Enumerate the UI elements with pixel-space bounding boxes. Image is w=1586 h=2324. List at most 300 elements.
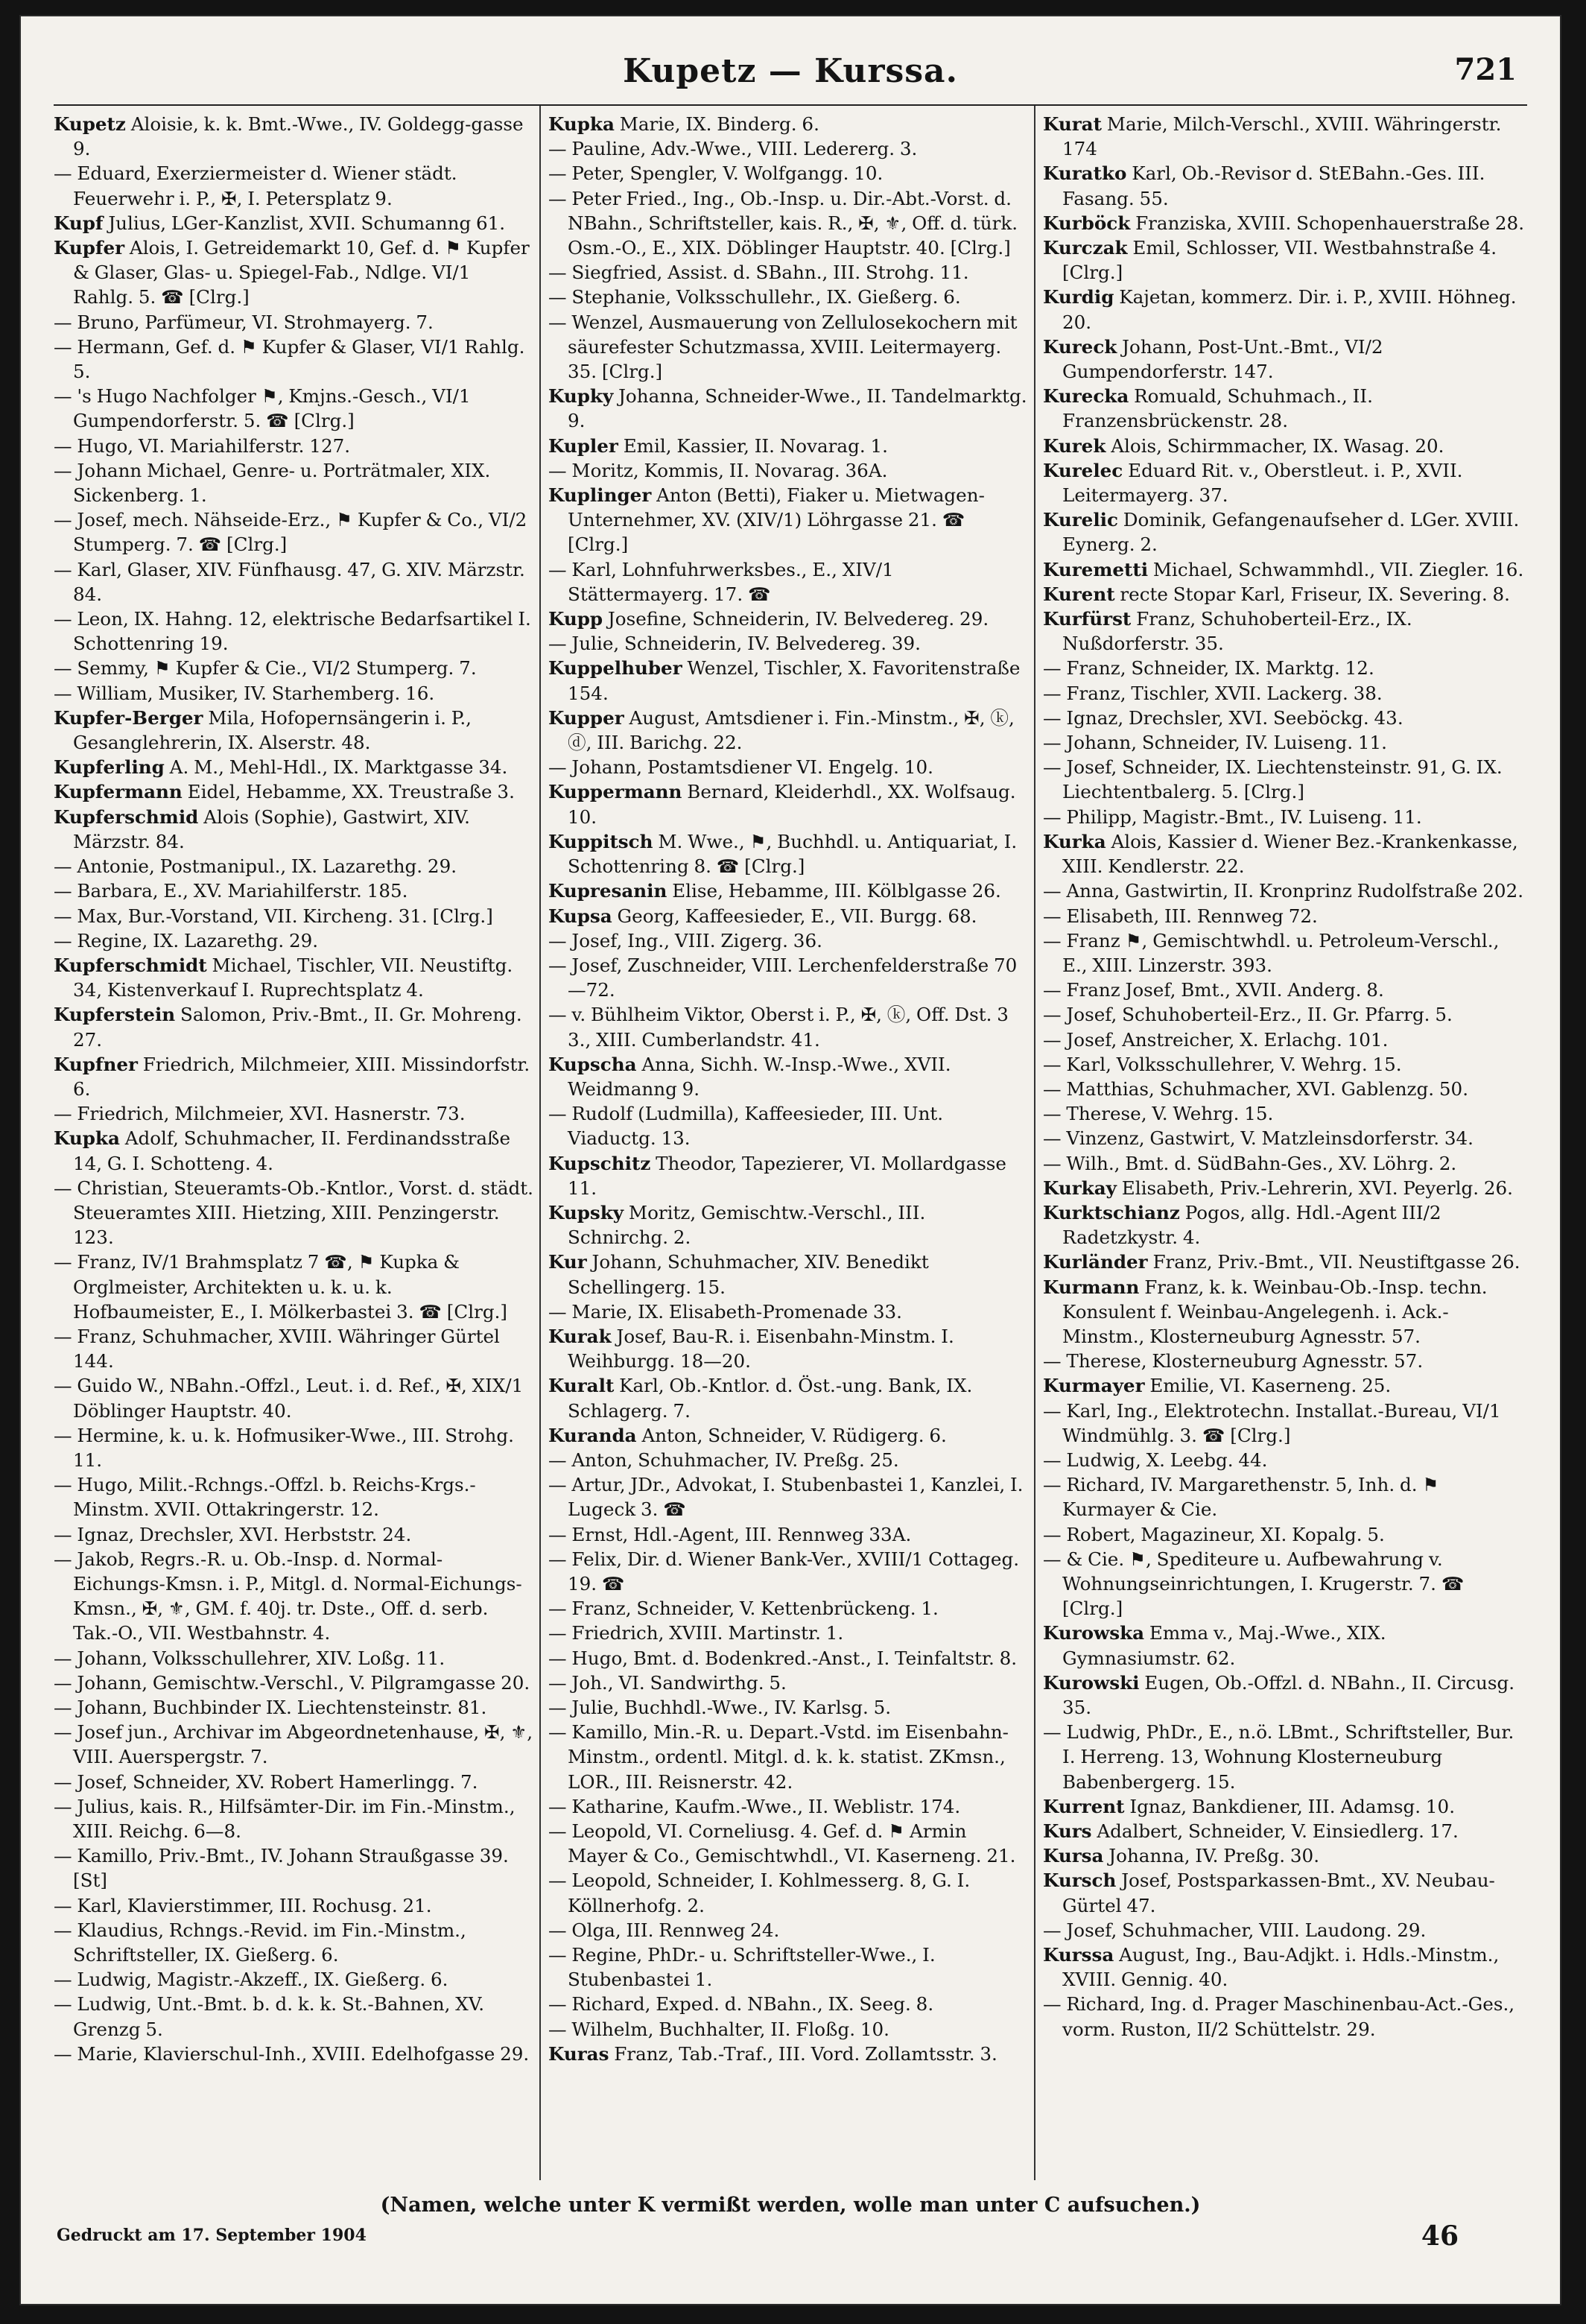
directory-entry	[54, 1843, 533, 1893]
entry-details: — Julius, kais. R., Hilfsämter-Dir. im Fin.-Minstm., XIII. Reichg. 6—8.	[54, 1795, 516, 1843]
entry-surname: Kupferschmid	[54, 805, 199, 828]
entry-details: Franz, Schuhoberteil-Erz., IX. Nußdorferstr. 35.	[1062, 608, 1412, 655]
entry-details: — Karl, Lohnfuhrwerksbes., E., XIV/1 Stättermayerg. 17. ☎	[548, 558, 894, 605]
directory-entry	[548, 1547, 1028, 1596]
entry-surname: Kupferschmidt	[54, 954, 207, 976]
directory-entry	[548, 656, 1028, 705]
entry-surname: Kupfner	[54, 1053, 138, 1075]
directory-entry	[54, 656, 533, 680]
entry-details: — Anton, Schuhmacher, IV. Preßg. 25.	[548, 1448, 899, 1471]
directory-entry	[1043, 1373, 1527, 1398]
entry-details: — Wilh., Bmt. d. SüdBahn-Ges., XV. Löhrg. 2.	[1043, 1152, 1457, 1174]
entry-details: — & Cie. ⚑, Spediteure u. Aufbewahrung v. Wohnungseinrichtungen, I. Krugerstr. 7. ☎ [Clrg.]	[1043, 1548, 1465, 1620]
directory-columns	[54, 104, 1527, 2185]
directory-entry	[1043, 285, 1527, 334]
directory-entry	[548, 285, 1028, 309]
directory-entry	[1043, 878, 1527, 903]
entry-details: Friedrich, Milchmeier, XIII. Missindorfstr. 6.	[73, 1053, 530, 1100]
directory-entry	[1043, 1250, 1527, 1274]
entry-details: — Therese, V. Wehrg. 15.	[1043, 1103, 1274, 1125]
directory-entry	[548, 1448, 1028, 1472]
directory-entry	[54, 1671, 533, 1695]
entry-details: — Josef, Anstreicher, X. Erlachg. 101.	[1043, 1028, 1389, 1051]
directory-entry	[548, 1151, 1028, 1200]
entry-details: — Franz, Schuhmacher, XVIII. Währinger Gürtel 144.	[54, 1325, 500, 1372]
entry-details: — Semmy, ⚑ Kupfer & Cie., VI/2 Stumperg. 7.	[54, 657, 477, 680]
entry-surname: Kuremetti	[1043, 558, 1149, 580]
directory-entry	[54, 1472, 533, 1522]
entry-surname: Kur	[548, 1251, 587, 1273]
entry-details: — Ernst, Hdl.-Agent, III. Rennweg 33A.	[548, 1523, 912, 1545]
directory-entry	[1043, 1077, 1527, 1101]
entry-details: — Franz, Schneider, V. Kettenbrückeng. 1.	[548, 1598, 939, 1620]
directory-entry	[1043, 829, 1527, 878]
entry-details: Salomon, Priv.-Bmt., II. Gr. Mohreng. 27.	[73, 1004, 522, 1051]
directory-entry	[54, 805, 533, 854]
entry-details: — Stephanie, Volksschullehr., IX. Gießerg. 6.	[548, 286, 961, 308]
imprint: Gedruckt am 17. September 1904	[57, 2226, 367, 2245]
entry-details: — Regine, IX. Lazarethg. 29.	[54, 929, 319, 952]
entry-details: — Karl, Klavierstimmer, III. Rochusg. 21.	[54, 1894, 432, 1916]
entry-surname: Kurent	[1043, 583, 1115, 605]
directory-entry	[1043, 1547, 1527, 1621]
directory-entry	[54, 1695, 533, 1720]
directory-entry	[54, 1126, 533, 1175]
entry-details: Michael, Tischler, VII. Neustiftg. 34, Kistenverkauf I. Ruprechtsplatz 4.	[73, 954, 513, 1001]
directory-entry	[548, 904, 1028, 928]
entry-details: — Hugo, Milit.-Rchngs.-Offzl. b. Reichs-Krgs.-Minstm. XVII. Ottakringerstr. 12.	[54, 1474, 476, 1521]
entry-surname: Kupferstein	[54, 1004, 176, 1026]
directory-entry	[1043, 928, 1527, 978]
directory-entry	[54, 878, 533, 903]
directory-entry	[548, 1992, 1028, 2016]
directory-page	[21, 16, 1560, 2304]
directory-entry	[1043, 1275, 1527, 1349]
entry-details: Emma v., Maj.-Wwe., XIX. Gymnasiumstr. 62.	[1062, 1622, 1386, 1669]
entry-details: — Josef, Schneider, XV. Robert Hamerlingg. 7.	[54, 1770, 478, 1793]
directory-entry	[1043, 112, 1527, 161]
directory-entry	[548, 112, 1028, 136]
entry-details: — Hermine, k. u. k. Hofmusiker-Wwe., III. Strohg. 11.	[54, 1424, 514, 1471]
entry-surname: Kurowska	[1043, 1622, 1145, 1644]
entry-surname: Kupf	[54, 212, 104, 234]
directory-entry	[1043, 656, 1527, 680]
directory-entry	[548, 1373, 1028, 1422]
directory-entry	[1043, 1992, 1527, 2041]
entry-surname: Kupka	[54, 1127, 120, 1150]
directory-entry	[548, 829, 1028, 878]
directory-entry	[1043, 1720, 1527, 1794]
entry-details: — Franz, Schneider, IX. Marktg. 12.	[1043, 657, 1374, 680]
entry-details: — Richard, Ing. d. Prager Maschinenbau-Act.-Ges., vorm. Ruston, II/2 Schüttelstr. 29.	[1043, 1993, 1515, 2040]
directory-entry	[548, 1794, 1028, 1819]
entry-details: — Siegfried, Assist. d. SBahn., III. Strohg. 11.	[548, 262, 969, 284]
entry-details: Alois, Schirmmacher, IX. Wasag. 20.	[1106, 434, 1444, 457]
entry-details: Bernard, Kleiderhdl., XX. Wolfsaug. 10.	[568, 781, 1016, 828]
entry-details: — Hugo, VI. Mariahilferstr. 127.	[54, 434, 351, 457]
directory-entry	[54, 904, 533, 928]
entry-details: Wenzel, Tischler, X. Favoritenstraße 154.	[568, 657, 1021, 704]
entry-surname: Kurak	[548, 1325, 612, 1347]
directory-entry	[548, 1324, 1028, 1373]
entry-details: Franz, Priv.-Bmt., VII. Neustiftgasse 26.	[1147, 1251, 1520, 1273]
directory-entry	[1043, 1621, 1527, 1670]
entry-surname: Kurczak	[1043, 237, 1128, 259]
directory-entry	[548, 1646, 1028, 1671]
directory-entry	[1043, 1200, 1527, 1250]
entry-details: — Hugo, Bmt. d. Bodenkred.-Anst., I. Teinfaltstr. 8.	[548, 1647, 1018, 1669]
directory-entry	[1043, 1448, 1527, 1472]
entry-details: — Artur, JDr., Advokat, I. Stubenbastei 1, Kanzlei, I. Lugeck 3. ☎	[548, 1474, 1024, 1521]
entry-surname: Kurdig	[1043, 286, 1114, 308]
entry-details: — v. Bühlheim Viktor, Oberst i. P., ✠, ⓚ, Off. Dst. 3 3., XIII. Cumberlandstr. 41.	[548, 1004, 1009, 1051]
directory-entry	[54, 607, 533, 656]
directory-entry	[54, 928, 533, 953]
entry-details: — Leopold, VI. Corneliusg. 4. Gef. d. ⚑ Armin Mayer & Co., Gemischtwhdl., VI. Kaserneng. 21.	[548, 1820, 1016, 1867]
entry-details: — Matthias, Schuhmacher, XVI. Gablenzg. 50.	[1043, 1077, 1469, 1100]
entry-surname: Kupsky	[548, 1201, 624, 1223]
entry-surname: Kurmann	[1043, 1276, 1140, 1298]
directory-entry	[548, 1423, 1028, 1448]
directory-entry	[1043, 1819, 1527, 1843]
directory-entry	[1043, 1794, 1527, 1819]
directory-entry	[548, 136, 1028, 161]
entry-details: Josef, Bau-R. i. Eisenbahn-Minstm. I. Weihburgg. 18—20.	[568, 1325, 954, 1372]
directory-entry	[1043, 978, 1527, 1002]
directory-entry	[1043, 1151, 1527, 1176]
entry-surname: Kurka	[1043, 830, 1106, 852]
directory-entry	[548, 260, 1028, 285]
entry-details: — Anna, Gastwirtin, II. Kronprinz Rudolfstraße 202.	[1043, 880, 1524, 902]
directory-entry	[548, 1819, 1028, 1868]
entry-details: Theodor, Tapezierer, VI. Mollardgasse 11.	[568, 1152, 1006, 1199]
directory-entry	[54, 211, 533, 235]
entry-details: — Vinzenz, Gastwirt, V. Matzleinsdorferstr. 34.	[1043, 1127, 1474, 1150]
directory-entry	[548, 878, 1028, 903]
directory-entry	[548, 384, 1028, 433]
entry-surname: Kupresanin	[548, 880, 667, 902]
entry-details: Ignaz, Bankdiener, III. Adamsg. 10.	[1124, 1795, 1456, 1817]
entry-details: Julius, LGer-Kanzlist, XVII. Schumanng 61.	[103, 212, 506, 234]
directory-entry	[1043, 1176, 1527, 1200]
directory-entry	[54, 953, 533, 1002]
entry-details: — Johann, Schneider, IV. Luiseng. 11.	[1043, 732, 1387, 754]
entry-details: — Josef jun., Archivar im Abgeordnetenhause, ✠, ⚜, VIII. Auerspergstr. 7.	[54, 1721, 533, 1768]
entry-details: — Rudolf (Ludmilla), Kaffeesieder, III. Unt. Viaductg. 13.	[548, 1103, 944, 1150]
entry-details: — Ludwig, X. Leebg. 44.	[1043, 1448, 1268, 1471]
entry-details: Franziska, XVIII. Schopenhauerstraße 28.	[1130, 212, 1525, 234]
entry-details: — Josef, Schuhoberteil-Erz., II. Gr. Pfarrg. 5.	[1043, 1004, 1453, 1026]
directory-entry	[54, 1547, 533, 1646]
directory-entry	[54, 1250, 533, 1324]
directory-entry	[1043, 434, 1527, 458]
directory-entry	[54, 310, 533, 335]
entry-details: — Karl, Volksschullehrer, V. Wehrg. 15.	[1043, 1053, 1402, 1075]
entry-details: — Moritz, Kommis, II. Novarag. 36A.	[548, 459, 888, 481]
entry-details: — Marie, IX. Elisabeth-Promenade 33.	[548, 1300, 902, 1323]
directory-entry	[548, 161, 1028, 186]
directory-entry	[1043, 805, 1527, 829]
entry-details: — Bruno, Parfümeur, VI. Strohmayerg. 7.	[54, 311, 434, 333]
entry-details: — Eduard, Exerziermeister d. Wiener städt. Feuerwehr i. P., ✠, I. Petersplatz 9.	[54, 162, 457, 209]
entry-details: — Josef, Zuschneider, VIII. Lerchenfelderstraße 70—72.	[548, 954, 1018, 1001]
entry-details: Mila, Hofopernsängerin i. P., Gesanglehrerin, IX. Alserstr. 48.	[73, 706, 472, 754]
entry-details: — Karl, Ing., Elektrotechn. Installat.-Bureau, VI/1 Windmühlg. 3. ☎ [Clrg.]	[1043, 1399, 1501, 1446]
entry-details: Elise, Hebamme, III. Kölblgasse 26.	[667, 880, 1001, 902]
entry-surname: Kupka	[548, 113, 615, 135]
entry-details: Anton, Schneider, V. Rüdigerg. 6.	[636, 1424, 947, 1446]
directory-entry	[548, 2042, 1028, 2066]
entry-surname: Kurkay	[1043, 1177, 1117, 1199]
entry-details: — Johann, Volksschullehrer, XIV. Loßg. 11.	[54, 1647, 445, 1669]
directory-entry	[548, 458, 1028, 483]
entry-details: — Leon, IX. Hahng. 12, elektrische Bedarfsartikel I. Schottenring 19.	[54, 608, 531, 655]
directory-entry	[54, 1324, 533, 1373]
directory-entry	[54, 681, 533, 706]
entry-details: Moritz, Gemischtw.-Verschl., III. Schnirchg. 2.	[568, 1201, 926, 1249]
entry-surname: Kupetz	[54, 113, 126, 135]
entry-details: — Therese, Klosterneuburg Agnesstr. 57.	[1043, 1350, 1424, 1372]
directory-entry	[548, 706, 1028, 755]
entry-details: — Johann, Buchbinder IX. Liechtensteinstr. 81.	[54, 1697, 487, 1718]
entry-details: recte Stopar Karl, Friseur, IX. Severing. 8.	[1114, 583, 1510, 605]
entry-details: — Felix, Dir. d. Wiener Bank-Ver., XVIII/1 Cottageg. 19. ☎	[548, 1548, 1020, 1595]
directory-entry	[548, 483, 1028, 557]
directory-entry	[548, 1621, 1028, 1645]
entry-details: — Franz Josef, Bmt., XVII. Anderg. 8.	[1043, 979, 1384, 1001]
directory-entry	[548, 1522, 1028, 1547]
directory-entry	[548, 434, 1028, 458]
entry-surname: Kureck	[1043, 335, 1117, 358]
entry-details: — Josef, Schuhmacher, VIII. Laudong. 29.	[1043, 1919, 1427, 1941]
directory-entry	[1043, 1472, 1527, 1522]
entry-surname: Kuratko	[1043, 162, 1127, 185]
entry-details: — 's Hugo Nachfolger ⚑, Kmjns.-Gesch., VI/1 Gumpendorferstr. 5. ☎ [Clrg.]	[54, 385, 471, 432]
entry-details: — Olga, III. Rennweg 24.	[548, 1919, 780, 1941]
column-1	[54, 112, 533, 2176]
running-head: Kupetz — Kurssa.	[623, 52, 958, 90]
entry-details: — Peter Fried., Ing., Ob.-Insp. u. Dir.-Abt.-Vorst. d. NBahn., Schriftsteller, kais. R., ✠, ⚜, Off. d. türk. Osm.-O., E., XIX. Döblinger Hauptstr. 40. [Clrg.]	[548, 187, 1018, 259]
entry-surname: Kupfermann	[54, 781, 183, 803]
footer-note: (Namen, welche unter K vermißt werden, wolle man unter C aufsuchen.)	[380, 2194, 1201, 2217]
directory-entry	[548, 1943, 1028, 1992]
entry-details: Karl, Ob.-Revisor d. StEBahn.-Ges. III. Fasang. 55.	[1062, 162, 1485, 209]
entry-details: — Leopold, Schneider, I. Kohlmesserg. 8, G. I. Köllnerhofg. 2.	[548, 1869, 971, 1916]
entry-surname: Kupsa	[548, 905, 612, 927]
directory-entry	[54, 434, 533, 458]
directory-entry	[1043, 706, 1527, 730]
directory-entry	[54, 1794, 533, 1843]
entry-details: — Marie, Klavierschul-Inh., XVIII. Edelhofgasse 29.	[54, 2042, 530, 2065]
entry-details: Alois, Kassier d. Wiener Bez.-Krankenkasse, XIII. Kendlerstr. 22.	[1062, 830, 1518, 878]
entry-surname: Kurat	[1043, 113, 1102, 135]
entry-details: — Franz, IV/1 Brahmsplatz 7 ☎, ⚑ Kupka & Orglmeister, Architekten u. k. u. k. Hofbaumeister, E., I. Mölkerbastei 3. ☎ [Clrg.]	[54, 1251, 507, 1323]
entry-details: — Franz, Tischler, XVII. Lackerg. 38.	[1043, 682, 1383, 704]
entry-surname: Kuppitsch	[548, 830, 653, 852]
entry-surname: Kurktschianz	[1043, 1201, 1180, 1223]
entry-details: Franz, k. k. Weinbau-Ob.-Insp. techn. Konsulent f. Weinbau-Angelegenh. i. Ack.-Minstm., Klosterneuburg Agnesstr. 57.	[1062, 1276, 1488, 1347]
directory-entry	[548, 186, 1028, 261]
entry-details: Johann, Schuhmacher, XIV. Benedikt Schellingerg. 15.	[568, 1251, 929, 1298]
directory-entry	[54, 755, 533, 779]
directory-entry	[54, 1052, 533, 1101]
directory-entry	[1043, 755, 1527, 804]
entry-details: — Christian, Steueramts-Ob.-Kntlor., Vorst. d. städt. Steueramtes XIII. Hietzing, XIII. Penzingerstr. 123.	[54, 1177, 533, 1249]
entry-details: — Ignaz, Drechsler, XVI. Herbststr. 24.	[54, 1523, 412, 1545]
directory-entry	[54, 384, 533, 433]
entry-details: Dominik, Gefangenaufseher d. LGer. XVIII. Eynerg. 2.	[1062, 509, 1520, 556]
entry-details: — Kamillo, Min.-R. u. Depart.-Vstd. im Eisenbahn-Minstm., ordentl. Mitgl. d. k. k. statist. ZKmsn., LOR., III. Reisnerstr. 42.	[548, 1721, 1009, 1793]
directory-entry	[1043, 458, 1527, 507]
directory-entry	[1043, 1943, 1527, 1992]
directory-entry	[54, 779, 533, 804]
entry-details: Johanna, IV. Preßg. 30.	[1103, 1845, 1320, 1867]
directory-entry	[548, 755, 1028, 779]
directory-entry	[548, 1299, 1028, 1324]
entry-details: — Philipp, Magistr.-Bmt., IV. Luiseng. 11.	[1043, 805, 1422, 828]
entry-details: — Jakob, Regrs.-R. u. Ob.-Insp. d. Normal-Eichungs-Kmsn. i. P., Mitgl. d. Normal-Eichungs-Kmsn., ✠, ⚜, GM. f. 40j. tr. Dste., Off. d. serb. Tak.-O., VII. Westbahnstr. 4.	[54, 1548, 522, 1644]
directory-entry	[1043, 1101, 1527, 1126]
directory-entry	[54, 1373, 533, 1422]
entry-surname: Kurfürst	[1043, 608, 1132, 630]
entry-details: — Antonie, Postmanipul., IX. Lazarethg. 29.	[54, 855, 457, 878]
entry-details: — Richard, Exped. d. NBahn., IX. Seeg. 8.	[548, 1993, 934, 2016]
entry-surname: Kursa	[1043, 1845, 1104, 1867]
entry-details: Emilie, VI. Kaserneng. 25.	[1144, 1375, 1392, 1397]
entry-details: — Ludwig, Magistr.-Akzeff., IX. Gießerg. 6.	[54, 1969, 448, 1991]
entry-details: — Robert, Magazineur, XI. Kopalg. 5.	[1043, 1523, 1385, 1545]
directory-entry	[54, 112, 533, 161]
page-number: 721	[1454, 52, 1517, 87]
directory-entry	[1043, 681, 1527, 706]
directory-entry	[548, 779, 1028, 829]
directory-entry	[548, 1472, 1028, 1522]
entry-details: August, Ing., Bau-Adjkt. i. Hdls.-Minstm., XVIII. Gennig. 40.	[1062, 1944, 1500, 1991]
column-3	[1043, 112, 1527, 2176]
entry-surname: Kupscha	[548, 1053, 637, 1075]
entry-details: August, Amtsdiener i. Fin.-Minstm., ✠, ⓚ, ⓓ, III. Barichg. 22.	[568, 706, 1015, 754]
directory-entry	[54, 335, 533, 384]
directory-entry	[54, 1918, 533, 1967]
entry-details: — Pauline, Adv.-Wwe., VIII. Ledererg. 3.	[548, 138, 918, 160]
directory-entry	[54, 1522, 533, 1547]
entry-surname: Kuplinger	[548, 484, 652, 507]
directory-entry	[548, 631, 1028, 656]
directory-entry	[54, 1176, 533, 1250]
directory-entry	[1043, 1522, 1527, 1547]
directory-entry	[548, 953, 1028, 1002]
entry-details: — Peter, Spengler, V. Wolfgangg. 10.	[548, 162, 884, 185]
entry-details: Alois, I. Getreidemarkt 10, Gef. d. ⚑ Kupfer & Glaser, Glas- u. Spiegel-Fab., Ndlge. VI/1 Rahlg. 5. ☎ [Clrg.]	[73, 237, 530, 308]
column-2	[548, 112, 1028, 2176]
directory-entry	[54, 1770, 533, 1794]
entry-details: — Hermann, Gef. d. ⚑ Kupfer & Glaser, VI/1 Rahlg. 5.	[54, 335, 525, 383]
entry-surname: Kupfer	[54, 237, 125, 259]
entry-surname: Kurböck	[1043, 212, 1131, 234]
entry-surname: Kuppermann	[548, 781, 682, 803]
entry-details: — Julie, Schneiderin, IV. Belvedereg. 39.	[548, 633, 921, 655]
directory-entry	[54, 1720, 533, 1769]
directory-entry	[548, 1596, 1028, 1621]
entry-details: — Josef, Schneider, IX. Liechtensteinstr. 91, G. IX. Liechtentbalerg. 5. [Clrg.]	[1043, 756, 1503, 803]
directory-entry	[1043, 557, 1527, 582]
directory-entry	[54, 1101, 533, 1126]
entry-details: Anna, Sichh. W.-Insp.-Wwe., XVII. Weidmanng 9.	[568, 1053, 951, 1100]
entry-details: — Elisabeth, III. Rennweg 72.	[1043, 905, 1318, 927]
directory-entry	[1043, 1671, 1527, 1720]
directory-entry	[1043, 730, 1527, 755]
entry-details: — Franz ⚑, Gemischtwhdl. u. Petroleum-Verschl., E., XIII. Linzerstr. 393.	[1043, 929, 1500, 976]
entry-surname: Kuras	[548, 2042, 609, 2065]
entry-surname: Kurek	[1043, 434, 1106, 457]
entry-details: — Josef, Ing., VIII. Zigerg. 36.	[548, 929, 822, 952]
directory-entry	[54, 854, 533, 878]
entry-details: — Ignaz, Drechsler, XVI. Seeböckg. 43.	[1043, 706, 1403, 729]
entry-details: — Josef, mech. Nähseide-Erz., ⚑ Kupfer & Co., VI/2 Stumperg. 7. ☎ [Clrg.]	[54, 509, 527, 556]
directory-entry	[1043, 1843, 1527, 1868]
entry-details: Johann, Post-Unt.-Bmt., VI/2 Gumpendorferstr. 147.	[1062, 335, 1383, 383]
directory-entry	[548, 607, 1028, 631]
entry-surname: Kurecka	[1043, 385, 1129, 408]
directory-entry	[1043, 1349, 1527, 1373]
directory-entry	[54, 1893, 533, 1918]
entry-surname: Kupp	[548, 608, 603, 630]
entry-details: Alois (Sophie), Gastwirt, XIV. Märzstr. 84.	[73, 805, 470, 852]
directory-entry	[548, 1101, 1028, 1150]
directory-entry	[54, 2042, 533, 2066]
entry-details: — Ludwig, PhDr., E., n.ö. LBmt., Schriftsteller, Bur. I. Herreng. 13, Wohnung Klosterneuburg Babenbergerg. 15.	[1043, 1721, 1514, 1793]
entry-surname: Kurssa	[1043, 1944, 1114, 1966]
directory-entry	[1043, 211, 1527, 235]
entry-details: Marie, Milch-Verschl., XVIII. Währingerstr. 174	[1062, 113, 1502, 160]
entry-details: Romuald, Schuhmach., II. Franzensbrückenstr. 28.	[1062, 385, 1373, 432]
sheet-number: 46	[1421, 2220, 1459, 2252]
directory-entry	[1043, 507, 1527, 557]
directory-entry	[548, 1868, 1028, 1917]
entry-details: — Johann Michael, Genre- u. Porträtmaler, XIX. Sickenberg. 1.	[54, 459, 491, 507]
directory-entry	[1043, 1868, 1527, 1917]
entry-details: Franz, Tab.-Traf., III. Vord. Zollamtsstr. 3.	[609, 2042, 997, 2065]
entry-details: Eugen, Ob.-Offzl. d. NBahn., II. Circusg. 35.	[1062, 1671, 1515, 1718]
entry-details: — Wenzel, Ausmauerung von Zellulosekochern mit säurefester Schutzmassa, XVIII. Leitermayerg. 35. [Clrg.]	[548, 311, 1018, 383]
directory-entry	[1043, 161, 1527, 210]
directory-entry	[548, 1052, 1028, 1101]
directory-entry	[548, 310, 1028, 384]
entry-details: — Max, Bur.-Vorstand, VII. Kircheng. 31. [Clrg.]	[54, 905, 493, 927]
directory-entry	[1043, 582, 1527, 607]
directory-entry	[548, 1002, 1028, 1051]
directory-entry	[54, 706, 533, 755]
directory-entry	[54, 458, 533, 507]
directory-entry	[54, 1967, 533, 1992]
entry-details: — Kamillo, Priv.-Bmt., IV. Johann Straußgasse 39. [St]	[54, 1845, 509, 1892]
directory-entry	[548, 2017, 1028, 2042]
directory-entry	[54, 161, 533, 210]
directory-entry	[1043, 1918, 1527, 1943]
directory-entry	[1043, 384, 1527, 433]
directory-entry	[54, 507, 533, 557]
column-divider	[539, 106, 541, 2180]
entry-surname: Kurowski	[1043, 1671, 1140, 1694]
entry-details: Kajetan, kommerz. Dir. i. P., XVIII. Höhneg. 20.	[1062, 286, 1517, 333]
entry-surname: Kurelic	[1043, 509, 1118, 531]
entry-details: Pogos, allg. Hdl.-Agent III/2 Radetzkystr. 4.	[1062, 1201, 1441, 1249]
entry-surname: Kupschitz	[548, 1152, 651, 1174]
entry-details: — Karl, Glaser, XIV. Fünfhausg. 47, G. XIV. Märzstr. 84.	[54, 558, 525, 605]
entry-surname: Kupper	[548, 706, 624, 729]
directory-entry	[1043, 1052, 1527, 1077]
entry-details: — Johann, Postamtsdiener VI. Engelg. 10.	[548, 756, 933, 779]
